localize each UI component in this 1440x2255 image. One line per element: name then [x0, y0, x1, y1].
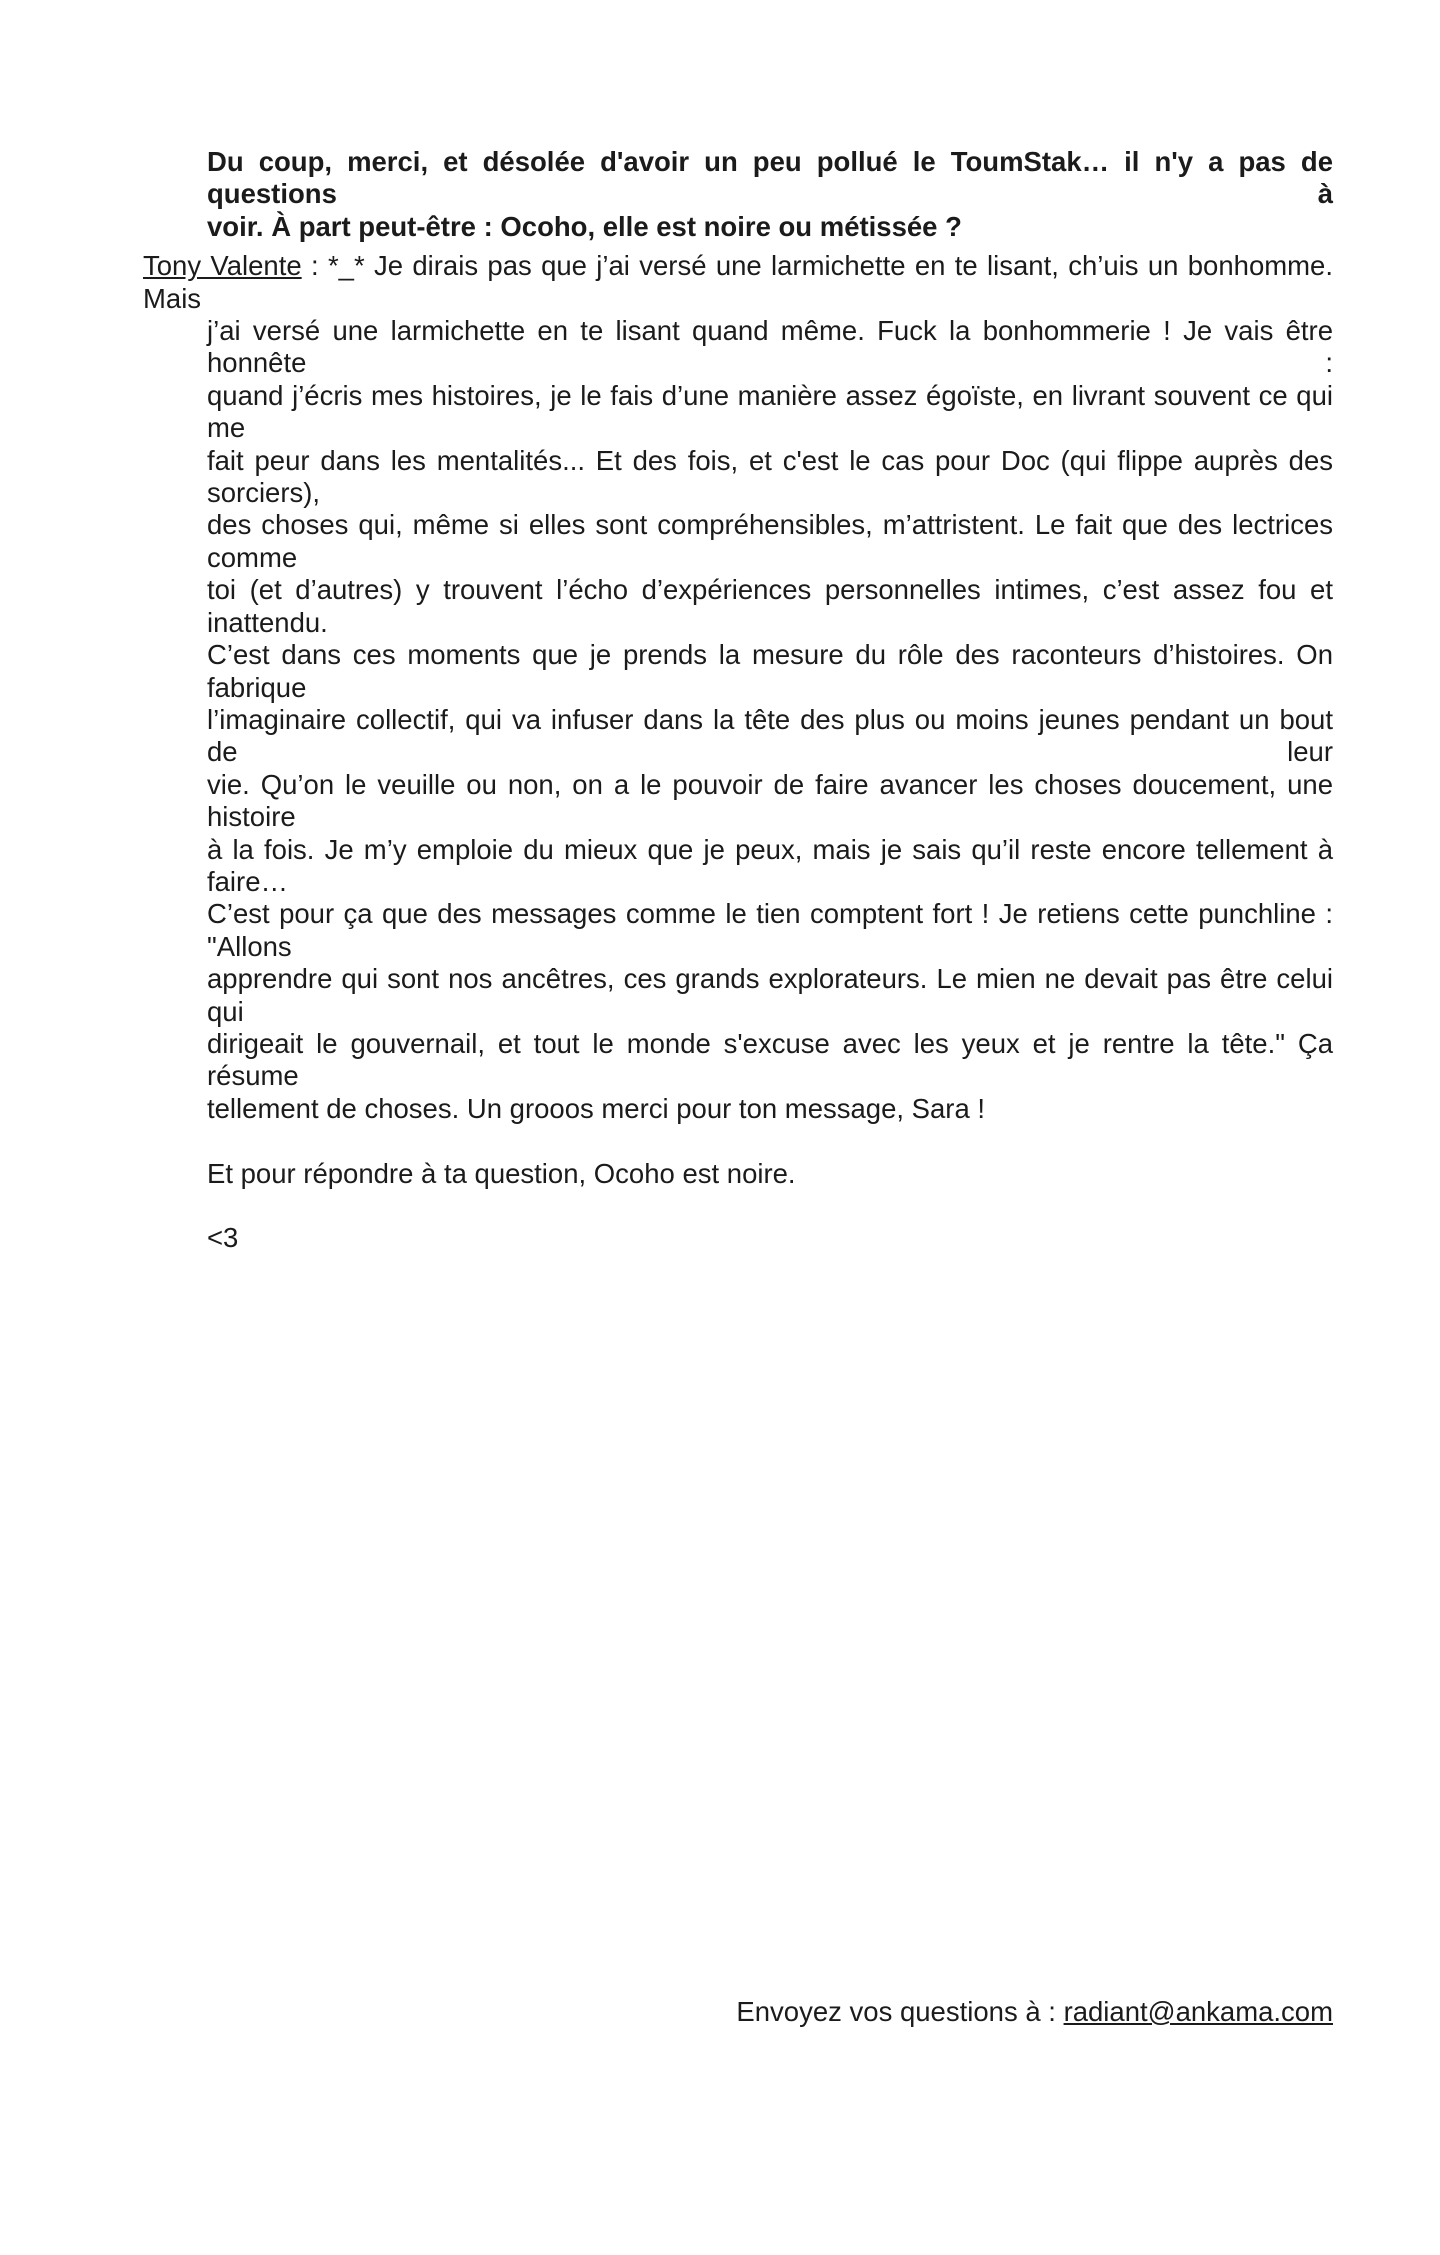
question-line: voir. À part peut-être : Ocoho, elle est noire ou métissée ?: [207, 210, 962, 242]
email-link[interactable]: radiant@ankama.com: [1063, 1996, 1333, 2027]
answer-line: des choses qui, même si elles sont compréhensibles, m’attristent. Le fait que des lectrices comme: [207, 509, 1333, 573]
answer-line-first-text: : *_* Je dirais pas que j’ai versé une larmichette en te lisant, ch’uis un bonhomme. Mais: [143, 250, 1333, 314]
question-line: Du coup, merci, et désolée d'avoir un peu pollué le ToumStak… il n'y a pas de questions à: [207, 146, 1333, 210]
answer-line: C’est dans ces moments que je prends la mesure du rôle des raconteurs d’histoires. On fabrique: [207, 639, 1333, 703]
answer-line: dirigeait le gouvernail, et tout le monde s'excuse avec les yeux et je rentre la tête." Ça résume: [207, 1027, 1333, 1092]
answer-line: fait peur dans les mentalités... Et des fois, et c'est le cas pour Doc (qui flippe auprès des sorciers),: [207, 444, 1333, 509]
answer-line-last: tellement de choses. Un grooos merci pour ton message, Sara !: [207, 1092, 986, 1124]
author-name: Tony Valente: [143, 250, 302, 282]
answer-paragraph: [143, 250, 1333, 1125]
blank-line: [143, 1125, 1333, 1157]
footer-label: Envoyez vos questions à :: [736, 1996, 1064, 2027]
answer-line: j’ai versé une larmichette en te lisant quand même. Fuck la bonhommerie ! Je vais être honnête :: [207, 315, 1333, 379]
footer-contact-line: [736, 1996, 1333, 2028]
answer-line: vie. Qu’on le veuille ou non, on a le pouvoir de faire avancer les choses doucement, une histoire: [207, 768, 1333, 833]
heart-text: <3: [207, 1222, 239, 1254]
answer-line: quand j’écris mes histoires, je le fais d’une manière assez égoïste, en livrant souvent ce qui me: [207, 379, 1333, 444]
answer-line: à la fois. Je m’y emploie du mieux que je peux, mais je sais qu’il reste encore tellement à faire…: [207, 833, 1333, 897]
answer-line: toi (et d’autres) y trouvent l’écho d’expériences personnelles intimes, c’est assez fou et inattendu.: [207, 574, 1333, 638]
blank-line: [143, 1190, 1333, 1222]
closing-line: Et pour répondre à ta question, Ocoho est noire.: [207, 1157, 796, 1189]
answer-line-first: [143, 250, 1333, 315]
answer-line: apprendre qui sont nos ancêtres, ces grands explorateurs. Le mien ne devait pas être celui qui: [207, 963, 1333, 1027]
answer-line: l’imaginaire collectif, qui va infuser dans la tête des plus ou moins jeunes pendant un bout de leur: [207, 703, 1333, 768]
question-paragraph: [207, 146, 1333, 243]
answer-line: C’est pour ça que des messages comme le tien comptent fort ! Je retiens cette punchline : "Allons: [207, 898, 1333, 962]
